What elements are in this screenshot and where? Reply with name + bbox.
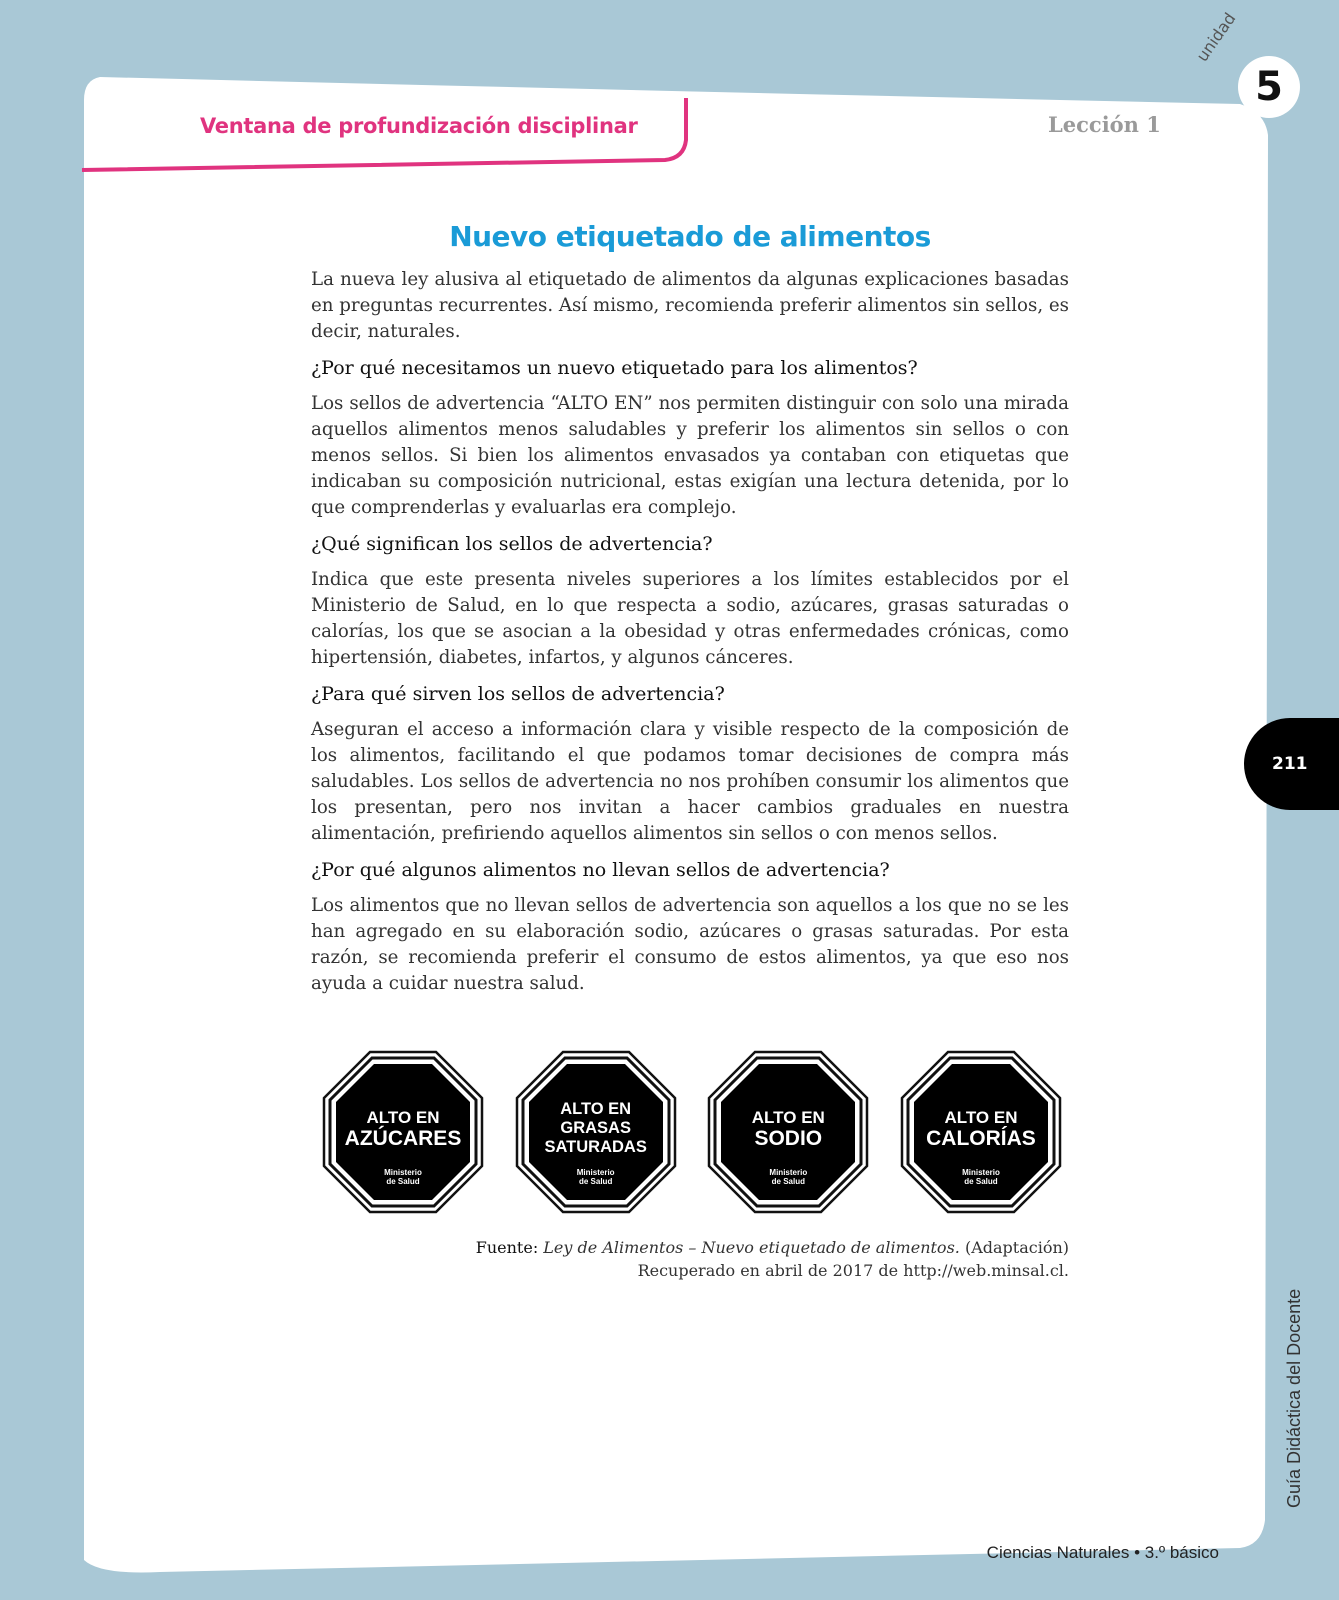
seal-line2: SODIO xyxy=(754,1127,823,1150)
answer-2: Indica que este presenta niveles superiores a los límites establecidos por el Ministerio de Salud, en lo que respecta a sodio, azúcares, grasas saturadas o calorías, los que se asocian a la obesidad y otras enfermedades crónicas, como hipertensión, diabetes, infartos, y algunos cánceres. xyxy=(311,569,1069,668)
seal-line2: GRASAS xyxy=(560,1119,631,1137)
answer-1: Los sellos de advertencia “ALTO EN” nos permiten distinguir con solo una mirada aquellos alimentos menos saludables y preferir los alimentos sin sellos o con menos sellos. Si bien los alimentos envasados ya contaban con etiquetas que indicaban su composición nutricional, estas exigían una lectura detenida, por lo que comprenderlas y evaluarlas era complejo. xyxy=(311,393,1069,518)
seal-line3: SATURADAS xyxy=(544,1138,647,1156)
seal-line1: ALTO EN xyxy=(751,1108,825,1127)
source-title: Ley de Alimentos – Nuevo etiquetado de alimentos. xyxy=(543,1238,960,1257)
page-number: 211 xyxy=(1244,718,1339,810)
lesson-label: Lección 1 xyxy=(1048,112,1161,137)
seal-ministry2: de Salud xyxy=(964,1177,998,1186)
seal-ministry2: de Salud xyxy=(578,1177,613,1186)
seal-line1: ALTO EN xyxy=(560,1100,632,1118)
seal-sodio xyxy=(707,1050,869,1214)
seal-azucares xyxy=(322,1050,484,1214)
seal-calorias xyxy=(900,1050,1062,1214)
seal-ministry2: de Salud xyxy=(771,1177,805,1186)
answer-4: Los alimentos que no llevan sellos de advertencia son aquellos a los que no se les han agregado en su elaboración sodio, azúcares o grasas saturadas. Por esta razón, se recomienda preferir el consumo de estos alimentos, ya que eso nos ayuda a cuidar nuestra salud. xyxy=(311,895,1069,994)
seal-ministry1: Ministerio xyxy=(576,1168,615,1177)
question-4: ¿Por qué algunos alimentos no llevan sellos de advertencia? xyxy=(311,859,890,881)
side-guide-text: Guía Didáctica del Docente xyxy=(1284,1288,1304,1508)
unit-word: unidad xyxy=(1192,9,1240,65)
seal-ministry2: de Salud xyxy=(386,1177,420,1186)
seal-ministry1: Ministerio xyxy=(962,1168,1000,1177)
question-3: ¿Para qué sirven los sellos de advertencia? xyxy=(311,683,725,705)
unit-number: 5 xyxy=(1238,56,1300,118)
source-note: (Adaptación) xyxy=(964,1238,1069,1257)
question-1: ¿Por qué necesitamos un nuevo etiquetado para los alimentos? xyxy=(311,357,918,379)
seal-line1: ALTO EN xyxy=(366,1108,440,1127)
seal-ministry1: Ministerio xyxy=(384,1168,422,1177)
seal-line2: CALORÍAS xyxy=(926,1127,1036,1150)
article-intro: La nueva ley alusiva al etiquetado de alimentos da algunas explicaciones basadas en preguntas recurrentes. Así mismo, recomienda preferir alimentos sin sellos, es decir, naturales. xyxy=(311,269,1069,342)
seal-line2: AZÚCARES xyxy=(344,1127,462,1150)
source-retrieved: Recuperado en abril de 2017 de http://web.minsal.cl. xyxy=(637,1261,1069,1280)
seal-ministry1: Ministerio xyxy=(769,1168,808,1177)
source-citation xyxy=(476,1236,1069,1282)
source-label: Fuente: xyxy=(475,1238,539,1257)
warning-seals xyxy=(322,1050,1062,1214)
article-title: Nuevo etiquetado de alimentos xyxy=(449,220,931,253)
answer-3: Aseguran el acceso a información clara y visible respecto de la composición de los alimentos, facilitando el que podamos tomar decisiones de compra más saludables. Los sellos de advertencia no nos prohíben consumir los alimentos que los presentan, pero nos invitan a hacer cambios graduales en nuestra alimentación, prefiriendo aquellos alimentos sin sellos o con menos sellos. xyxy=(311,719,1069,844)
section-title: Ventana de profundización disciplinar xyxy=(200,114,638,138)
seal-line1: ALTO EN xyxy=(944,1108,1018,1127)
article xyxy=(311,220,1069,1007)
question-2: ¿Qué significan los sellos de advertencia? xyxy=(311,533,713,555)
footer-text: Ciencias Naturales • 3.º básico xyxy=(986,1543,1219,1562)
seal-grasas xyxy=(515,1050,677,1214)
